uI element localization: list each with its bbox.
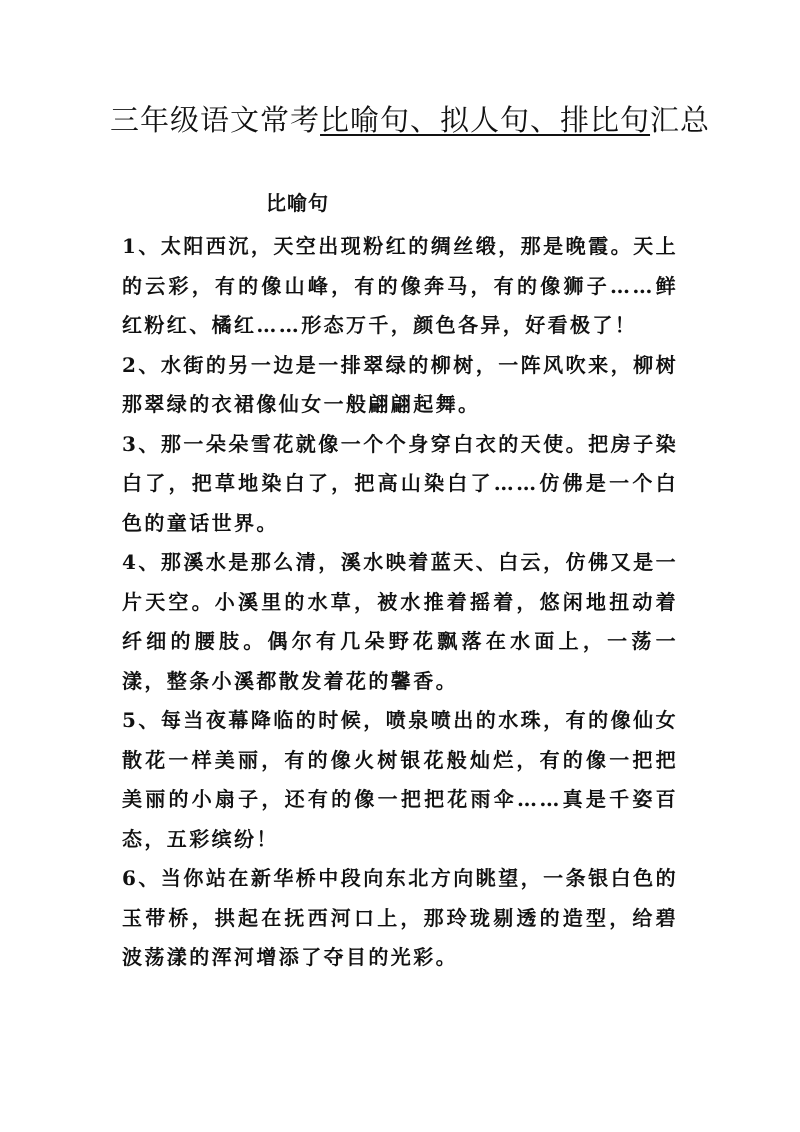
paragraph-4: 4、那溪水是那么清，溪水映着蓝天、白云，仿佛又是一片天空。小溪里的水草，被水推着摇着，悠闲地扭动着纤细的腰肢。偶尔有几朵野花飘落在水面上，一荡一漾，整条小溪都散发着花的馨香。 [122, 550, 678, 693]
paragraph-3: 3、那一朵朵雪花就像一个个身穿白衣的天使。把房子染白了，把草地染白了，把高山染白了……仿佛是一个白色的童话世界。 [122, 431, 678, 535]
title-underlined-part: 比喻句、拟人句、排比句 [320, 103, 651, 137]
paragraph-6: 6、当你站在新华桥中段向东北方向眺望，一条银白色的玉带桥，拱起在抚西河口上，那玲珑剔透的造型，给碧波荡漾的浑河增添了夺目的光彩。 [122, 866, 678, 969]
paragraph-2: 2、水街的另一边是一排翠绿的柳树，一阵风吹来，柳树那翠绿的衣裙像仙女一般翩翩起舞。 [122, 352, 678, 416]
title-prefix: 三年级语文常考 [110, 103, 321, 137]
section-body [122, 227, 678, 978]
section-heading: 比喻句 [266, 191, 329, 215]
title-suffix: 汇总 [650, 103, 711, 137]
paragraph-5: 5、每当夜幕降临的时候，喷泉喷出的水珠，有的像仙女散花一样美丽，有的像火树银花般灿烂，有的像一把把美丽的小扇子，还有的像一把把花雨伞……真是千姿百态，五彩缤纷！ [122, 708, 678, 851]
paragraph-1: 1、太阳西沉，天空出现粉红的绸丝缎，那是晚霞。天上的云彩，有的像山峰，有的像奔马，有的像狮子……鲜红粉红、橘红……形态万千，颜色各异，好看极了！ [122, 234, 678, 337]
page-title [110, 100, 730, 140]
